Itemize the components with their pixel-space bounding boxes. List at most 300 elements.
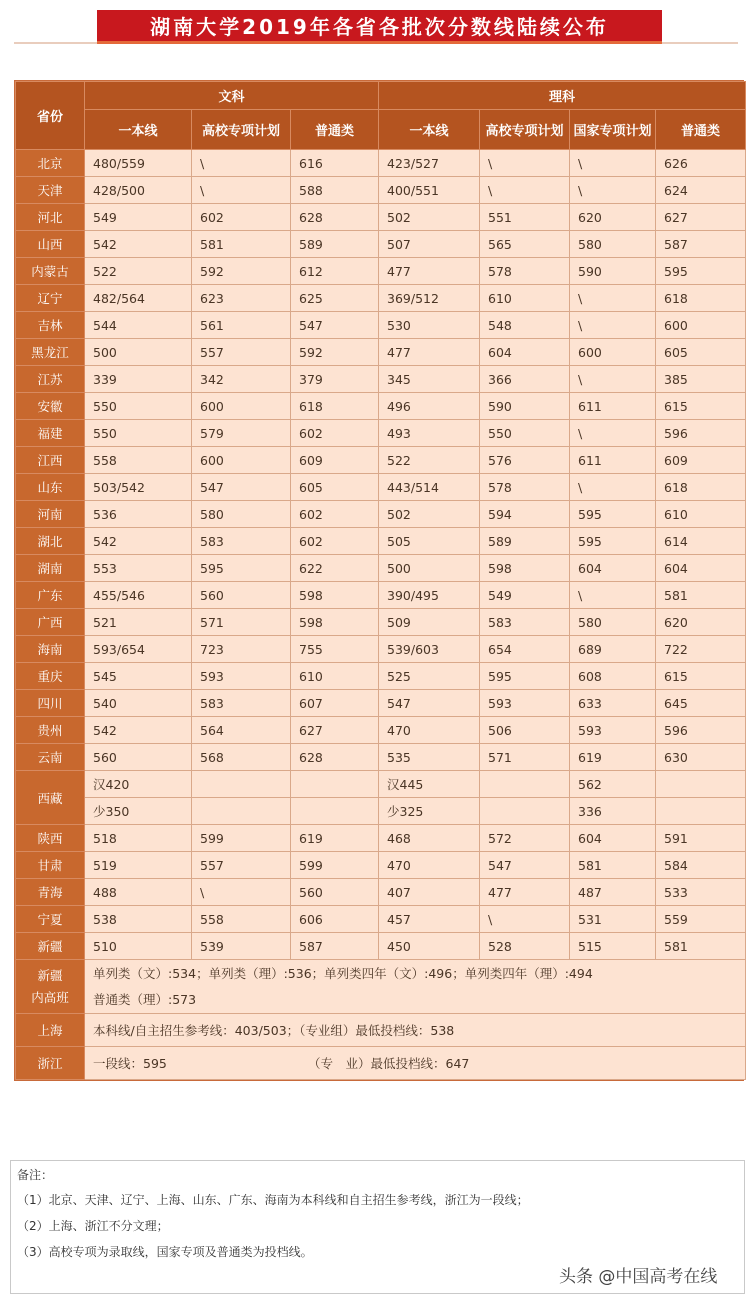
table-row bbox=[16, 285, 746, 312]
like-group-header: 理科 bbox=[379, 82, 746, 110]
score-table bbox=[15, 81, 746, 1080]
score-cell: 568 bbox=[192, 744, 291, 771]
score-cell: 600 bbox=[570, 339, 656, 366]
table-row bbox=[16, 447, 746, 474]
score-cell: 583 bbox=[480, 609, 570, 636]
score-cell: 539 bbox=[192, 933, 291, 960]
header-row-columns bbox=[16, 110, 746, 150]
score-cell: 600 bbox=[656, 312, 746, 339]
banner-rule-left bbox=[14, 42, 97, 44]
score-cell: 518 bbox=[85, 825, 192, 852]
score-cell: \ bbox=[480, 150, 570, 177]
score-cell: 457 bbox=[379, 906, 480, 933]
score-cell: 423/527 bbox=[379, 150, 480, 177]
table-row bbox=[16, 528, 746, 555]
table-row bbox=[16, 204, 746, 231]
score-cell bbox=[656, 771, 746, 798]
province-cell: 湖北 bbox=[16, 528, 85, 555]
score-cell: 596 bbox=[656, 420, 746, 447]
score-cell: 624 bbox=[656, 177, 746, 204]
score-cell: 576 bbox=[480, 447, 570, 474]
score-cell: 400/551 bbox=[379, 177, 480, 204]
remark-item: （3）高校专项为录取线，国家专项及普通类为投档线。 bbox=[17, 1245, 313, 1259]
li-col-header: 一本线 bbox=[379, 110, 480, 150]
score-cell: 510 bbox=[85, 933, 192, 960]
score-cell: 581 bbox=[570, 852, 656, 879]
table-row bbox=[16, 771, 746, 798]
score-cell: 553 bbox=[85, 555, 192, 582]
table-row bbox=[16, 258, 746, 285]
score-cell: 522 bbox=[379, 447, 480, 474]
score-cell: 587 bbox=[291, 933, 379, 960]
province-label: 新疆 bbox=[37, 967, 63, 983]
score-cell: 345 bbox=[379, 366, 480, 393]
score-cell: 550 bbox=[480, 420, 570, 447]
score-cell: 428/500 bbox=[85, 177, 192, 204]
score-cell: 542 bbox=[85, 528, 192, 555]
score-cell: 500 bbox=[379, 555, 480, 582]
score-cell: 550 bbox=[85, 393, 192, 420]
score-cell: 488 bbox=[85, 879, 192, 906]
province-cell: 重庆 bbox=[16, 663, 85, 690]
table-row bbox=[16, 582, 746, 609]
note-text: （专 业）最低投档线：647 bbox=[308, 1056, 470, 1071]
score-cell: 少325 bbox=[379, 798, 480, 825]
wen-col-header: 高校专项计划 bbox=[192, 110, 291, 150]
score-cell: 654 bbox=[480, 636, 570, 663]
score-cell: 525 bbox=[379, 663, 480, 690]
score-cell: 468 bbox=[379, 825, 480, 852]
score-cell: 593 bbox=[570, 717, 656, 744]
score-cell: 605 bbox=[656, 339, 746, 366]
table-row bbox=[16, 744, 746, 771]
score-cell: 619 bbox=[570, 744, 656, 771]
score-cell: 502 bbox=[379, 501, 480, 528]
score-cell: 689 bbox=[570, 636, 656, 663]
score-cell: 少350 bbox=[85, 798, 192, 825]
score-cell: 616 bbox=[291, 150, 379, 177]
province-cell: 青海 bbox=[16, 879, 85, 906]
province-cell: 宁夏 bbox=[16, 906, 85, 933]
table-row bbox=[16, 852, 746, 879]
score-cell: 579 bbox=[192, 420, 291, 447]
score-cell: 592 bbox=[291, 339, 379, 366]
score-cell: 557 bbox=[192, 339, 291, 366]
score-cell: 450 bbox=[379, 933, 480, 960]
score-cell: 623 bbox=[192, 285, 291, 312]
province-cell: 河南 bbox=[16, 501, 85, 528]
score-cell: 564 bbox=[192, 717, 291, 744]
province-cell bbox=[16, 960, 85, 1014]
score-cell: 542 bbox=[85, 717, 192, 744]
score-cell: 560 bbox=[291, 879, 379, 906]
table-row bbox=[16, 1014, 746, 1047]
score-cell: 519 bbox=[85, 852, 192, 879]
score-cell: \ bbox=[570, 582, 656, 609]
table-row bbox=[16, 150, 746, 177]
score-cell: 595 bbox=[656, 258, 746, 285]
province-cell: 山西 bbox=[16, 231, 85, 258]
score-cell: 528 bbox=[480, 933, 570, 960]
score-cell: 379 bbox=[291, 366, 379, 393]
score-cell: 620 bbox=[570, 204, 656, 231]
score-cell bbox=[291, 798, 379, 825]
score-cell: 385 bbox=[656, 366, 746, 393]
score-cell: 581 bbox=[656, 582, 746, 609]
score-cell: 610 bbox=[291, 663, 379, 690]
province-cell: 浙江 bbox=[16, 1047, 85, 1080]
score-cell: 605 bbox=[291, 474, 379, 501]
score-cell: 506 bbox=[480, 717, 570, 744]
table-row bbox=[16, 420, 746, 447]
note-line: 单列类（文）:534；单列类（理）:536；单列类四年（文）:496；单列类四年（理）:494 bbox=[93, 965, 593, 981]
score-cell: 592 bbox=[192, 258, 291, 285]
table-row bbox=[16, 501, 746, 528]
score-cell: 587 bbox=[656, 231, 746, 258]
province-cell: 广东 bbox=[16, 582, 85, 609]
table-row bbox=[16, 636, 746, 663]
table-row bbox=[16, 960, 746, 1014]
province-cell: 广西 bbox=[16, 609, 85, 636]
score-cell: 609 bbox=[291, 447, 379, 474]
score-cell: 615 bbox=[656, 393, 746, 420]
score-cell: 618 bbox=[291, 393, 379, 420]
province-cell: 吉林 bbox=[16, 312, 85, 339]
province-cell: 贵州 bbox=[16, 717, 85, 744]
score-cell: \ bbox=[570, 366, 656, 393]
score-cell: 562 bbox=[570, 771, 656, 798]
score-cell: 615 bbox=[656, 663, 746, 690]
score-cell: 580 bbox=[192, 501, 291, 528]
score-cell: 618 bbox=[656, 474, 746, 501]
wen-col-header: 一本线 bbox=[85, 110, 192, 150]
score-cell: 604 bbox=[570, 825, 656, 852]
province-column-header: 省份 bbox=[16, 82, 85, 150]
score-cell bbox=[480, 798, 570, 825]
score-cell: 578 bbox=[480, 258, 570, 285]
table-row bbox=[16, 555, 746, 582]
score-cell: 580 bbox=[570, 609, 656, 636]
score-cell: 611 bbox=[570, 393, 656, 420]
score-cell: 547 bbox=[192, 474, 291, 501]
score-cell: 477 bbox=[379, 258, 480, 285]
score-cell: 645 bbox=[656, 690, 746, 717]
province-cell: 天津 bbox=[16, 177, 85, 204]
score-cell: 602 bbox=[291, 420, 379, 447]
score-cell: 583 bbox=[192, 690, 291, 717]
score-cell: 572 bbox=[480, 825, 570, 852]
score-cell: 558 bbox=[192, 906, 291, 933]
province-cell: 江苏 bbox=[16, 366, 85, 393]
score-cell: 633 bbox=[570, 690, 656, 717]
score-cell: 533 bbox=[656, 879, 746, 906]
score-cell: 366 bbox=[480, 366, 570, 393]
score-cell: \ bbox=[570, 177, 656, 204]
score-cell: 591 bbox=[656, 825, 746, 852]
score-cell: 619 bbox=[291, 825, 379, 852]
score-cell: 571 bbox=[192, 609, 291, 636]
score-cell: 521 bbox=[85, 609, 192, 636]
score-cell: 500 bbox=[85, 339, 192, 366]
score-cell: 588 bbox=[291, 177, 379, 204]
score-cell: 628 bbox=[291, 744, 379, 771]
score-cell: 578 bbox=[480, 474, 570, 501]
province-label: 内高班 bbox=[31, 989, 69, 1005]
li-col-header: 普通类 bbox=[656, 110, 746, 150]
score-cell: 609 bbox=[656, 447, 746, 474]
score-cell: 593 bbox=[480, 690, 570, 717]
score-cell: 558 bbox=[85, 447, 192, 474]
province-cell: 上海 bbox=[16, 1014, 85, 1047]
province-cell: 四川 bbox=[16, 690, 85, 717]
score-cell: 339 bbox=[85, 366, 192, 393]
score-cell: 455/546 bbox=[85, 582, 192, 609]
score-cell: 589 bbox=[480, 528, 570, 555]
score-cell: 480/559 bbox=[85, 150, 192, 177]
score-cell bbox=[192, 771, 291, 798]
score-cell: 595 bbox=[570, 528, 656, 555]
province-cell: 新疆 bbox=[16, 933, 85, 960]
score-cell: 571 bbox=[480, 744, 570, 771]
score-cell: 723 bbox=[192, 636, 291, 663]
province-cell: 海南 bbox=[16, 636, 85, 663]
table-row bbox=[16, 798, 746, 825]
score-cell: 755 bbox=[291, 636, 379, 663]
score-cell: \ bbox=[570, 420, 656, 447]
score-table-container bbox=[14, 80, 744, 1081]
score-cell: 443/514 bbox=[379, 474, 480, 501]
score-cell: 496 bbox=[379, 393, 480, 420]
score-cell: 627 bbox=[291, 717, 379, 744]
table-row bbox=[16, 717, 746, 744]
score-cell: 583 bbox=[192, 528, 291, 555]
table-row bbox=[16, 663, 746, 690]
score-cell: 589 bbox=[291, 231, 379, 258]
table-row bbox=[16, 933, 746, 960]
score-cell: 536 bbox=[85, 501, 192, 528]
wenke-group-header: 文科 bbox=[85, 82, 379, 110]
score-cell: 625 bbox=[291, 285, 379, 312]
table-row bbox=[16, 690, 746, 717]
watermark-text: 头条 @中国高考在线 bbox=[555, 1262, 721, 1287]
remark-item: （2）上海、浙江不分文理； bbox=[17, 1219, 169, 1233]
province-cell: 北京 bbox=[16, 150, 85, 177]
note-text: 一段线：595 bbox=[93, 1056, 167, 1071]
score-cell: 汉445 bbox=[379, 771, 480, 798]
score-cell bbox=[656, 798, 746, 825]
score-cell: 531 bbox=[570, 906, 656, 933]
score-cell: 584 bbox=[656, 852, 746, 879]
remarks-title: 备注： bbox=[17, 1168, 54, 1182]
score-cell: 538 bbox=[85, 906, 192, 933]
score-cell: 602 bbox=[192, 204, 291, 231]
province-cell: 江西 bbox=[16, 447, 85, 474]
score-cell: 407 bbox=[379, 879, 480, 906]
score-cell: 汉420 bbox=[85, 771, 192, 798]
score-cell: 549 bbox=[85, 204, 192, 231]
table-row bbox=[16, 312, 746, 339]
province-cell: 河北 bbox=[16, 204, 85, 231]
score-cell: 626 bbox=[656, 150, 746, 177]
score-cell: 581 bbox=[656, 933, 746, 960]
title-banner bbox=[97, 10, 662, 44]
score-cell: 544 bbox=[85, 312, 192, 339]
score-cell: 598 bbox=[480, 555, 570, 582]
remark-item: （1）北京、天津、辽宁、上海、山东、广东、海南为本科线和自主招生参考线，浙江为一段线； bbox=[17, 1193, 529, 1207]
score-cell: 598 bbox=[291, 582, 379, 609]
province-cell: 湖南 bbox=[16, 555, 85, 582]
li-col-header: 国家专项计划 bbox=[570, 110, 656, 150]
score-cell: 593/654 bbox=[85, 636, 192, 663]
table-row bbox=[16, 366, 746, 393]
score-cell: \ bbox=[192, 150, 291, 177]
score-cell: 608 bbox=[570, 663, 656, 690]
score-cell: 602 bbox=[291, 528, 379, 555]
score-cell: 539/603 bbox=[379, 636, 480, 663]
score-cell: 535 bbox=[379, 744, 480, 771]
score-cell: 503/542 bbox=[85, 474, 192, 501]
score-cell: 595 bbox=[192, 555, 291, 582]
score-cell: 502 bbox=[379, 204, 480, 231]
score-cell: 390/495 bbox=[379, 582, 480, 609]
score-cell: 618 bbox=[656, 285, 746, 312]
score-cell: 600 bbox=[192, 447, 291, 474]
score-cell: 369/512 bbox=[379, 285, 480, 312]
score-cell: 607 bbox=[291, 690, 379, 717]
score-cell: 580 bbox=[570, 231, 656, 258]
score-cell: 581 bbox=[192, 231, 291, 258]
score-cell: 551 bbox=[480, 204, 570, 231]
score-cell: 560 bbox=[85, 744, 192, 771]
wen-col-header: 普通类 bbox=[291, 110, 379, 150]
score-cell: 542 bbox=[85, 231, 192, 258]
score-cell: 590 bbox=[570, 258, 656, 285]
score-cell: 722 bbox=[656, 636, 746, 663]
score-cell: 545 bbox=[85, 663, 192, 690]
table-row bbox=[16, 825, 746, 852]
score-cell: 522 bbox=[85, 258, 192, 285]
score-cell: 628 bbox=[291, 204, 379, 231]
score-cell: 493 bbox=[379, 420, 480, 447]
score-cell: \ bbox=[480, 177, 570, 204]
score-cell bbox=[291, 771, 379, 798]
score-cell: \ bbox=[570, 150, 656, 177]
score-cell: 548 bbox=[480, 312, 570, 339]
score-cell: 620 bbox=[656, 609, 746, 636]
score-cell bbox=[85, 1047, 746, 1080]
score-cell: \ bbox=[570, 312, 656, 339]
score-cell: 606 bbox=[291, 906, 379, 933]
table-row bbox=[16, 609, 746, 636]
score-cell bbox=[85, 960, 746, 1014]
header-row-groups bbox=[16, 82, 746, 110]
score-cell: 547 bbox=[379, 690, 480, 717]
score-cell: 599 bbox=[291, 852, 379, 879]
score-cell: 本科线/自主招生参考线：403/503；（专业组）最低投档线：538 bbox=[85, 1014, 746, 1047]
province-cell: 甘肃 bbox=[16, 852, 85, 879]
score-cell: 600 bbox=[192, 393, 291, 420]
score-cell: 599 bbox=[192, 825, 291, 852]
score-cell: 477 bbox=[480, 879, 570, 906]
province-cell: 山东 bbox=[16, 474, 85, 501]
score-cell: \ bbox=[192, 879, 291, 906]
page-title: 湖南大学2019年各省各批次分数线陆续公布 bbox=[150, 15, 609, 39]
score-cell: 547 bbox=[291, 312, 379, 339]
score-cell: 565 bbox=[480, 231, 570, 258]
score-cell: 507 bbox=[379, 231, 480, 258]
score-cell: 595 bbox=[570, 501, 656, 528]
score-cell: 612 bbox=[291, 258, 379, 285]
table-row bbox=[16, 906, 746, 933]
score-cell: 598 bbox=[291, 609, 379, 636]
score-cell bbox=[192, 798, 291, 825]
score-cell: 630 bbox=[656, 744, 746, 771]
score-cell: \ bbox=[570, 285, 656, 312]
table-row bbox=[16, 879, 746, 906]
score-cell: 342 bbox=[192, 366, 291, 393]
score-cell: 622 bbox=[291, 555, 379, 582]
score-cell: 594 bbox=[480, 501, 570, 528]
score-cell: 595 bbox=[480, 663, 570, 690]
score-cell: 604 bbox=[656, 555, 746, 582]
province-cell: 云南 bbox=[16, 744, 85, 771]
score-cell: 540 bbox=[85, 690, 192, 717]
score-cell: 627 bbox=[656, 204, 746, 231]
score-cell: 590 bbox=[480, 393, 570, 420]
province-cell: 黑龙江 bbox=[16, 339, 85, 366]
score-cell: 593 bbox=[192, 663, 291, 690]
score-cell: 515 bbox=[570, 933, 656, 960]
score-cell: 470 bbox=[379, 852, 480, 879]
score-cell: 602 bbox=[291, 501, 379, 528]
table-row bbox=[16, 474, 746, 501]
province-cell: 西藏 bbox=[16, 771, 85, 825]
score-cell: \ bbox=[570, 474, 656, 501]
table-row bbox=[16, 231, 746, 258]
score-cell: 336 bbox=[570, 798, 656, 825]
score-cell: 611 bbox=[570, 447, 656, 474]
score-cell: 610 bbox=[656, 501, 746, 528]
score-cell: 550 bbox=[85, 420, 192, 447]
province-cell: 陕西 bbox=[16, 825, 85, 852]
score-cell: 604 bbox=[480, 339, 570, 366]
score-cell: 557 bbox=[192, 852, 291, 879]
score-cell: 610 bbox=[480, 285, 570, 312]
table-row bbox=[16, 1047, 746, 1080]
table-row bbox=[16, 339, 746, 366]
table-row bbox=[16, 177, 746, 204]
score-cell: 549 bbox=[480, 582, 570, 609]
score-cell: 547 bbox=[480, 852, 570, 879]
province-cell: 安徽 bbox=[16, 393, 85, 420]
score-cell: \ bbox=[192, 177, 291, 204]
province-cell: 福建 bbox=[16, 420, 85, 447]
score-cell: 604 bbox=[570, 555, 656, 582]
score-cell: 470 bbox=[379, 717, 480, 744]
score-cell: 560 bbox=[192, 582, 291, 609]
score-cell: 509 bbox=[379, 609, 480, 636]
score-cell: 614 bbox=[656, 528, 746, 555]
score-cell: 530 bbox=[379, 312, 480, 339]
province-cell: 内蒙古 bbox=[16, 258, 85, 285]
score-cell: 559 bbox=[656, 906, 746, 933]
score-cell: 482/564 bbox=[85, 285, 192, 312]
score-cell: \ bbox=[480, 906, 570, 933]
score-cell: 487 bbox=[570, 879, 656, 906]
banner-rule-right bbox=[662, 42, 738, 44]
table-row bbox=[16, 393, 746, 420]
score-cell bbox=[480, 771, 570, 798]
